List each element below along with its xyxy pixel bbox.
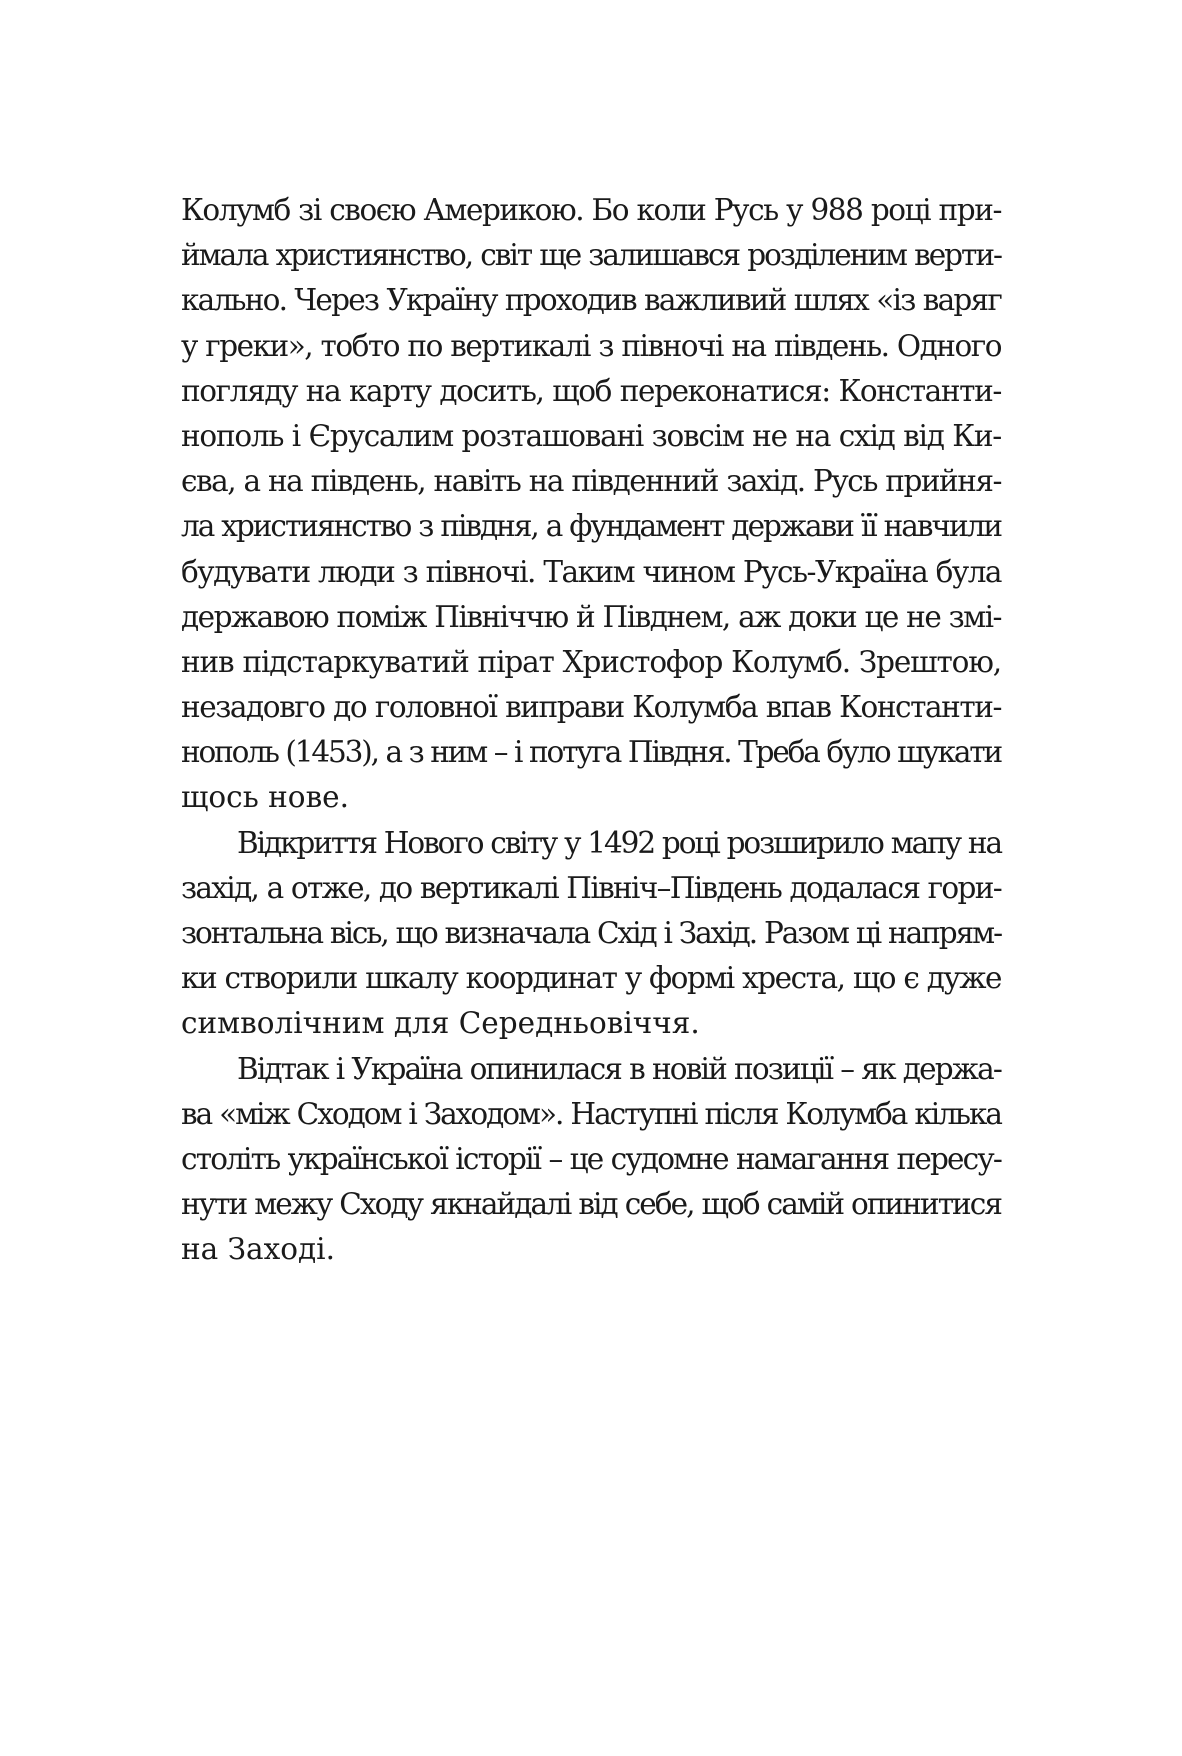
text-line: нополь (1453), а з ним – і потуга Півдня. Треба було шукати	[181, 735, 1001, 770]
text-line: століть української історії – це судомне намагання пересу-	[181, 1141, 1001, 1176]
text-line: Відкриття Нового світу у 1492 році розширило мапу на	[237, 825, 1001, 860]
text-line: ва «між Сходом і Заходом». Наступні після Колумба кілька	[181, 1096, 1001, 1131]
text-line: зонтальна вісь, що визначала Схід і Захід. Разом ці напрям-	[181, 916, 1001, 950]
text-line: ки створили шкалу координат у формі хреста, що є дуже	[181, 961, 1001, 996]
text-line: незадовго до головної виправи Колумба впав Константи-	[181, 690, 1001, 725]
body-text	[181, 188, 1001, 1273]
text-line: захід, а отже, до вертикалі Північ–Південь додалася гори-	[181, 870, 1001, 905]
text-line: символічним для Середньовіччя.	[181, 1006, 700, 1041]
paragraph	[181, 1047, 1001, 1273]
text-line: єва, а на південь, навіть на південний захід. Русь прийня-	[181, 464, 1001, 499]
text-line: на Заході.	[181, 1232, 335, 1267]
text-line: ймала християнство, світ ще залишався розділеним верти-	[181, 238, 1001, 273]
text-line: нути межу Сходу якнайдалі від себе, щоб самій опинитися	[181, 1187, 1001, 1222]
paragraph	[181, 821, 1001, 1047]
text-line: будувати люди з півночі. Таким чином Русь-Україна була	[181, 554, 1001, 589]
text-line: Колумб зі своєю Америкою. Бо коли Русь у 988 році при-	[181, 193, 1001, 227]
text-line: ла християнство з півдня, а фундамент держави її навчили	[181, 509, 1001, 544]
text-line: щось нове.	[181, 780, 350, 815]
paragraph	[181, 188, 1001, 821]
text-line: погляду на карту досить, щоб переконатися: Константи-	[181, 373, 1001, 408]
text-line: Відтак і Україна опинилася в новій позиції – як держа-	[237, 1051, 1001, 1086]
text-line: нополь і Єрусалим розташовані зовсім не на схід від Ки-	[181, 418, 1001, 453]
text-line: кально. Через Україну проходив важливий шлях «із варяг	[181, 283, 1001, 318]
text-line: у греки», тобто по вертикалі з півночі на південь. Одного	[181, 328, 1001, 363]
text-line: нив підстаркуватий пірат Христофор Колумб. Зрештою,	[181, 644, 1001, 679]
text-line: державою поміж Північчю й Півднем, аж доки це не змі-	[181, 599, 1001, 634]
